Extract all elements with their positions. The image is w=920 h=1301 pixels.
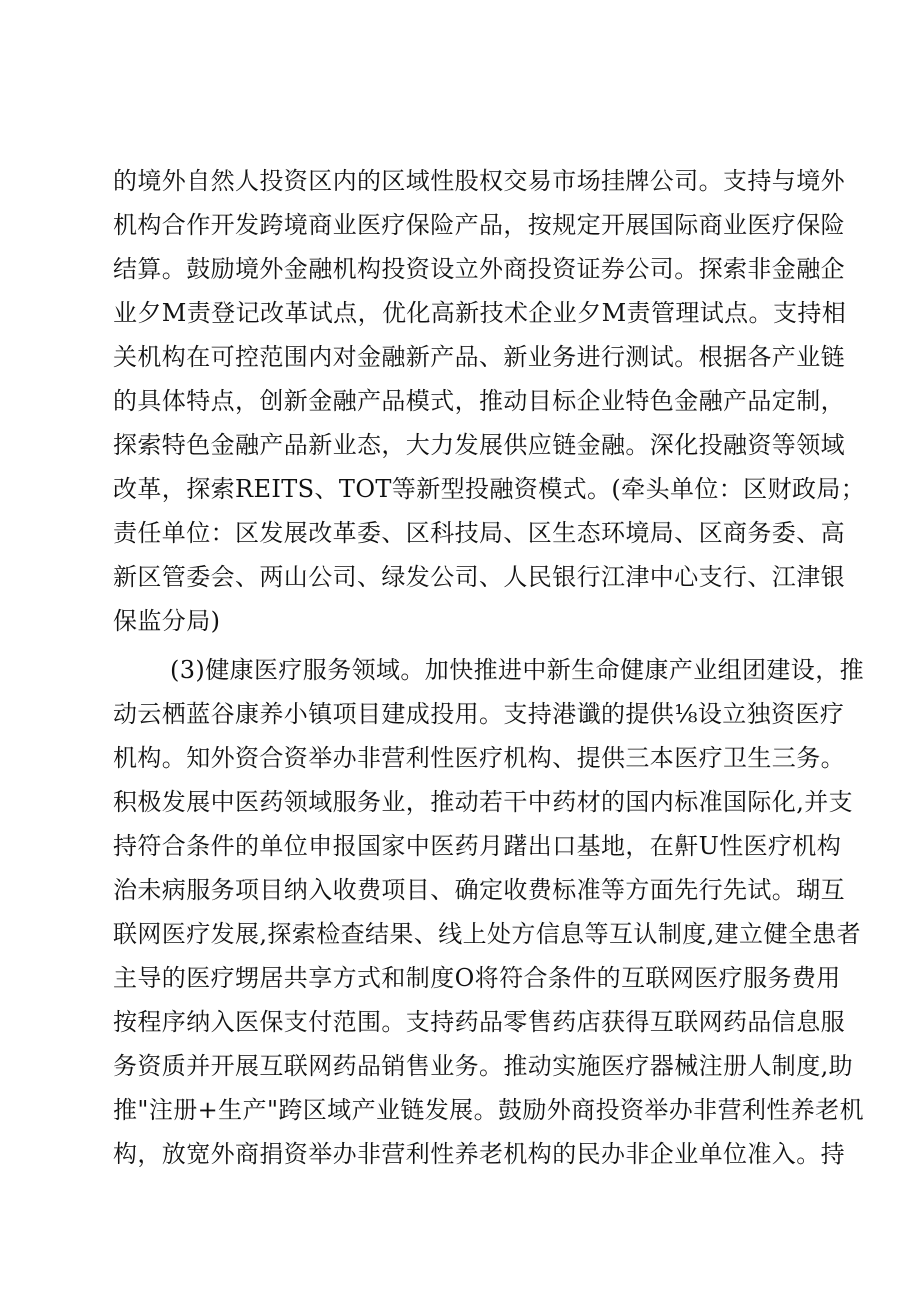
text-line: 机构合作开发跨境商业医疗保险产品，按规定开展国际商业医疗保险 <box>113 211 845 239</box>
section-heading-line: (3)健康医疗服务领域。加快推进中新生命健康产业组团建设，推 <box>170 656 864 684</box>
text-line: 务资质并开展互联网药品销售业务。推动实施医疗器械注册人制度,助 <box>113 1052 854 1080</box>
text-line: 治未病服务项目纳入收费项目、确定收费标准等方面先行先试。瑚互 <box>113 876 845 904</box>
text-line: 积极发展中医药领域服务业，推动若干中药材的国内标准国际化,并支 <box>113 788 854 816</box>
text-line: 的境外自然人投资区内的区域性股权交易市场挂牌公司。支持与境外 <box>113 167 845 195</box>
text-line: 机构。知外资合资举办非营利性医疗机构、提供三本医疗卫生三务。 <box>113 744 845 772</box>
text-line: 构，放宽外商捐资举办非营利性养老机构的民办非企业单位准入。持 <box>113 1140 845 1168</box>
text-line: 动云栖蓝谷康养小镇项目建成投用。支持港谶的提供⅛设立独资医疗 <box>113 700 845 728</box>
text-line: 新区管委会、两山公司、绿发公司、人民银行江津中心支行、江津银 <box>113 563 845 591</box>
text-line: 按程序纳入医保支付范围。支持药品零售药店获得互联网药品信息服 <box>113 1008 845 1036</box>
text-line: 持符合条件的单位申报国家中医药月躇出口基地，在鼾U性医疗机构 <box>113 832 842 860</box>
text-line: 推"注册+生产"跨区域产业链发展。鼓励外商投资举办非营利性养老机 <box>113 1096 864 1124</box>
text-line: 主导的医疗甥居共享方式和制度O将符合条件的互联网医疗服务费用 <box>113 964 841 992</box>
text-line: 业夕M责登记改革试点，优化高新技术企业夕M责管理试点。支持相 <box>113 299 847 327</box>
text-line: 结算。鼓励境外金融机构投资设立外商投资证券公司。探索非金融企 <box>113 255 845 283</box>
text-line: 联网医疗发展,探索检查结果、线上处方信息等互认制度,建立健全患者 <box>113 920 862 948</box>
text-line: 责任单位：区发展改革委、区科技局、区生态环境局、区商务委、高 <box>113 519 845 547</box>
text-line: 探索特色金融产品新业态，大力发展供应链金融。深化投融资等领域 <box>113 431 845 459</box>
text-line: 关机构在可控范围内对金融新产品、新业务进行测试。根据各产业链 <box>113 343 845 371</box>
text-line: 的具体特点，创新金融产品模式，推动目标企业特色金融产品定制， <box>113 387 845 415</box>
text-line: 保监分局) <box>113 607 221 635</box>
text-line: 改革，探索REITS、TOT等新型投融资模式。(牵头单位：区财政局； <box>113 475 866 503</box>
